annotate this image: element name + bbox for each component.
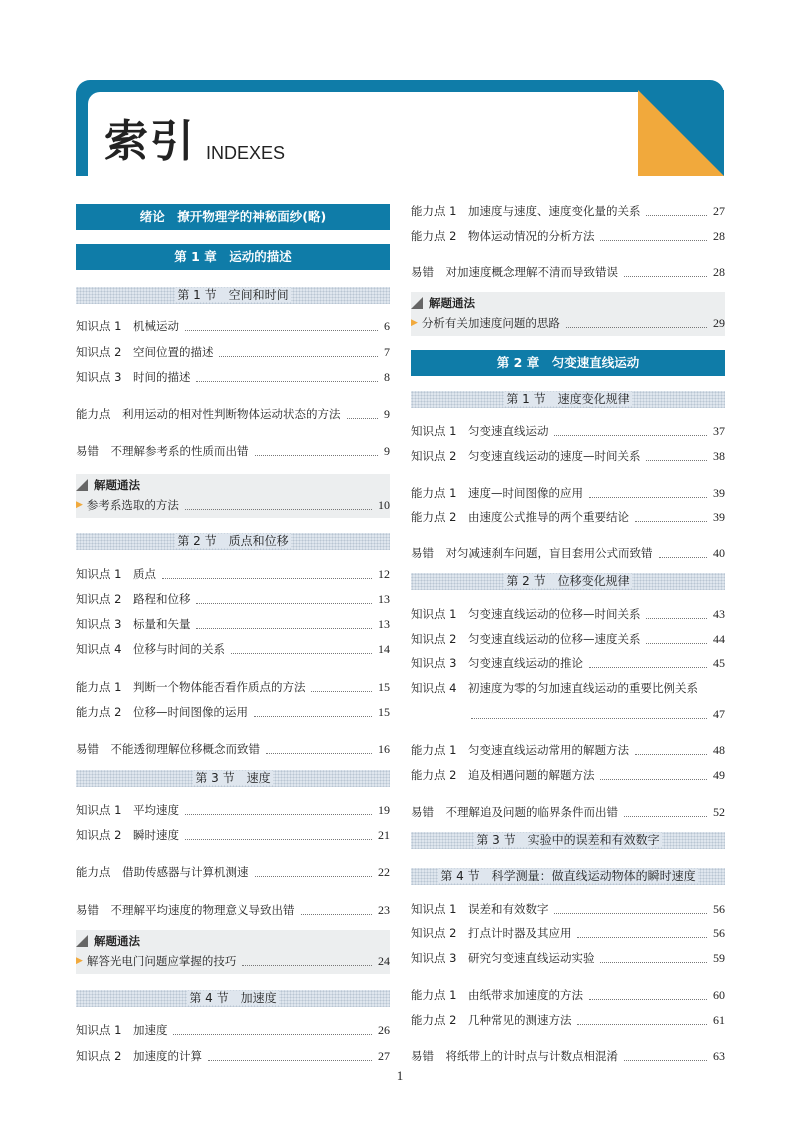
leader-dots xyxy=(589,667,707,668)
leader-dots xyxy=(196,381,378,382)
leader-dots xyxy=(646,643,707,644)
index-entry[interactable] xyxy=(76,800,390,820)
tip-heading-label: 解题通法 xyxy=(94,934,140,948)
section-label: 第 4 节 科学测量：做直线运动物体的瞬时速度 xyxy=(440,869,696,883)
leader-dots xyxy=(635,521,707,522)
tip-heading xyxy=(411,296,475,310)
intro-bar[interactable]: 绪论 撩开物理学的神秘面纱(略) xyxy=(76,204,390,230)
index-entry[interactable] xyxy=(411,483,725,503)
entry-label: 知识点 1 匀变速直线运动的位移—时间关系 xyxy=(411,607,641,621)
leader-dots xyxy=(624,816,707,817)
section-1-3-bar[interactable] xyxy=(76,770,390,787)
entry-label: 能力点 1 速度—时间图像的应用 xyxy=(411,486,583,500)
section-label: 第 2 节 位移变化规律 xyxy=(506,574,630,588)
index-entry[interactable] xyxy=(411,923,725,943)
leader-dots xyxy=(196,603,372,604)
entry-label: 能力点 利用运动的相对性判断物体运动状态的方法 xyxy=(76,407,341,421)
entry-label: 能力点 2 几种常见的测速方法 xyxy=(411,1013,572,1027)
index-entry[interactable] xyxy=(411,507,725,527)
entry-page: 15 xyxy=(378,705,390,719)
leader-dots xyxy=(347,418,379,419)
entry-label: 知识点 3 研究匀变速直线运动实验 xyxy=(411,951,595,965)
index-entry[interactable] xyxy=(411,629,725,649)
leader-dots xyxy=(208,1060,372,1061)
entry-page: 7 xyxy=(384,345,390,359)
entry-page: 6 xyxy=(384,319,390,333)
leader-dots xyxy=(196,628,372,629)
entry-page: 37 xyxy=(713,424,725,438)
index-entry[interactable] xyxy=(76,677,390,697)
leader-dots xyxy=(185,509,372,510)
entry-label: 易错 对加速度概念理解不清而导致错误 xyxy=(411,265,618,279)
entry-label: 知识点 1 质点 xyxy=(76,567,156,581)
entry-page: 48 xyxy=(713,743,725,757)
entry-label: 能力点 2 追及相遇问题的解题方法 xyxy=(411,768,595,782)
entry-page: 13 xyxy=(378,592,390,606)
leader-dots xyxy=(173,1034,372,1035)
leader-dots xyxy=(301,914,373,915)
index-entry[interactable] xyxy=(76,1020,390,1040)
entry-page: 15 xyxy=(378,680,390,694)
entry-page: 28 xyxy=(713,265,725,279)
tip-entry-page: 10 xyxy=(378,497,390,512)
entry-page: 61 xyxy=(713,1013,725,1027)
entry-page: 26 xyxy=(378,1023,390,1037)
index-entry[interactable] xyxy=(76,367,390,387)
entry-page: 56 xyxy=(713,926,725,940)
leader-dots xyxy=(242,965,372,966)
entry-page: 52 xyxy=(713,805,725,819)
section-label: 第 3 节 速度 xyxy=(195,771,271,785)
entry-label: 能力点 2 位移—时间图像的运用 xyxy=(76,705,248,719)
leader-dots xyxy=(589,497,707,498)
index-entry[interactable] xyxy=(76,589,390,609)
index-entry[interactable] xyxy=(411,226,725,246)
index-entry[interactable] xyxy=(76,404,390,424)
leader-dots xyxy=(266,753,372,754)
leader-dots xyxy=(566,327,707,328)
index-entry[interactable] xyxy=(411,421,725,441)
entry-label: 知识点 3 时间的描述 xyxy=(76,370,191,384)
tip-entry-label: 解答光电门问题应掌握的技巧 xyxy=(86,954,237,968)
section-label: 第 3 节 实验中的误差和有效数字 xyxy=(476,833,660,847)
entry-label: 易错 不能透彻理解位移概念而致错 xyxy=(76,742,260,756)
chapter-2-bar[interactable]: 第 2 章 匀变速直线运动 xyxy=(411,350,725,376)
leader-dots xyxy=(185,814,372,815)
entry-label: 知识点 2 路程和位移 xyxy=(76,592,191,606)
entry-label: 易错 不理解平均速度的物理意义导致出错 xyxy=(76,903,295,917)
index-entry[interactable] xyxy=(76,702,390,722)
entry-label: 知识点 2 空间位置的描述 xyxy=(76,345,214,359)
entry-label: 知识点 2 加速度的计算 xyxy=(76,1049,202,1063)
entry-page: 13 xyxy=(378,617,390,631)
arrow-right-icon: ▶ xyxy=(411,318,418,328)
section-2-2-bar[interactable] xyxy=(411,573,725,590)
leader-dots xyxy=(554,435,707,436)
index-entry[interactable] xyxy=(411,604,725,624)
entry-label: 能力点 1 匀变速直线运动常用的解题方法 xyxy=(411,743,629,757)
leader-dots xyxy=(185,839,372,840)
index-entry[interactable] xyxy=(76,862,390,882)
entry-label: 易错 不理解追及问题的临界条件而出错 xyxy=(411,805,618,819)
leader-dots xyxy=(659,557,708,558)
page-title-english: INDEXES xyxy=(206,143,286,163)
leader-dots xyxy=(255,876,373,877)
section-label: 第 2 节 质点和位移 xyxy=(177,534,289,548)
tip-heading xyxy=(76,934,140,948)
entry-label: 能力点 2 物体运动情况的分析方法 xyxy=(411,229,595,243)
entry-page: 38 xyxy=(713,449,725,463)
section-1-1-bar[interactable] xyxy=(76,287,390,304)
index-entry[interactable] xyxy=(411,985,725,1005)
entry-page: 59 xyxy=(713,951,725,965)
entry-page: 28 xyxy=(713,229,725,243)
entry-label: 知识点 4 初速度为零的匀加速直线运动的重要比例关系 xyxy=(411,681,698,695)
entry-label: 知识点 1 平均速度 xyxy=(76,803,179,817)
index-entry[interactable] xyxy=(76,739,390,759)
leader-dots xyxy=(219,356,378,357)
tip-entry[interactable] xyxy=(411,314,725,332)
tip-entry-label: 分析有关加速度问题的思路 xyxy=(421,316,560,330)
entry-label: 知识点 3 标量和矢量 xyxy=(76,617,191,631)
leader-dots xyxy=(471,718,707,719)
leader-dots xyxy=(254,716,372,717)
entry-label: 易错 对匀减速刹车问题，盲目套用公式而致错 xyxy=(411,546,653,560)
entry-page: 27 xyxy=(713,204,725,218)
leader-dots xyxy=(635,754,707,755)
index-entry[interactable] xyxy=(411,262,725,282)
entry-page: 8 xyxy=(384,370,390,384)
tip-box xyxy=(76,930,390,974)
entry-page: 14 xyxy=(378,642,390,656)
entry-page: 60 xyxy=(713,988,725,1002)
entry-label: 知识点 4 位移与时间的关系 xyxy=(76,642,225,656)
index-entry[interactable] xyxy=(411,802,725,822)
section-label: 第 1 节 速度变化规律 xyxy=(506,392,630,406)
entry-label: 知识点 2 打点计时器及其应用 xyxy=(411,926,572,940)
tip-entry-label: 参考系选取的方法 xyxy=(86,498,179,512)
leader-dots xyxy=(624,1060,707,1061)
index-entry[interactable] xyxy=(76,1046,390,1066)
entry-page: 56 xyxy=(713,902,725,916)
entry-page: 39 xyxy=(713,510,725,524)
triangle-icon xyxy=(411,297,423,309)
index-entry[interactable] xyxy=(76,639,390,659)
leader-dots xyxy=(646,618,707,619)
entry-label: 知识点 1 机械运动 xyxy=(76,319,179,333)
entry-label: 知识点 2 匀变速直线运动的位移—速度关系 xyxy=(411,632,641,646)
index-entry-continued[interactable] xyxy=(411,704,725,724)
leader-dots xyxy=(162,578,372,579)
section-2-3-bar[interactable] xyxy=(411,832,725,849)
section-label: 第 1 节 空间和时间 xyxy=(177,288,289,302)
tip-entry[interactable] xyxy=(76,952,390,970)
entry-page: 16 xyxy=(378,742,390,756)
leader-dots xyxy=(624,276,707,277)
tip-entry[interactable] xyxy=(76,496,390,514)
entry-page: 47 xyxy=(713,707,725,721)
index-entry[interactable] xyxy=(76,342,390,362)
page-title: 索引 xyxy=(104,116,196,167)
entry-page: 23 xyxy=(378,903,390,917)
entry-page: 12 xyxy=(378,567,390,581)
leader-dots xyxy=(600,779,707,780)
entry-page: 22 xyxy=(378,865,390,879)
leader-dots xyxy=(600,240,707,241)
index-entry[interactable] xyxy=(76,614,390,634)
index-entry[interactable] xyxy=(411,740,725,760)
index-entry[interactable] xyxy=(76,900,390,920)
leader-dots xyxy=(231,653,372,654)
leader-dots xyxy=(311,691,372,692)
entry-page: 63 xyxy=(713,1049,725,1063)
arrow-right-icon: ▶ xyxy=(76,956,83,966)
entry-label: 易错 将纸带上的计时点与计数点相混淆 xyxy=(411,1049,618,1063)
index-entry[interactable] xyxy=(411,765,725,785)
index-entry[interactable] xyxy=(411,899,725,919)
index-entry[interactable] xyxy=(411,948,725,968)
entry-page: 39 xyxy=(713,486,725,500)
leader-dots xyxy=(646,460,707,461)
leader-dots xyxy=(600,962,707,963)
entry-label: 易错 不理解参考系的性质而出错 xyxy=(76,444,249,458)
index-entry[interactable] xyxy=(411,653,725,673)
entry-page: 40 xyxy=(713,546,725,560)
section-1-2-bar[interactable] xyxy=(76,533,390,550)
index-entry[interactable] xyxy=(411,543,725,563)
entry-page: 49 xyxy=(713,768,725,782)
page-number: 1 xyxy=(396,1068,404,1083)
entry-page: 21 xyxy=(378,828,390,842)
leader-dots xyxy=(577,1024,707,1025)
leader-dots xyxy=(554,913,707,914)
tip-heading xyxy=(76,478,140,492)
index-entry[interactable] xyxy=(76,316,390,336)
entry-label: 能力点 1 判断一个物体能否看作质点的方法 xyxy=(76,680,306,694)
entry-label: 知识点 2 匀变速直线运动的速度—时间关系 xyxy=(411,449,641,463)
triangle-icon xyxy=(76,935,88,947)
entry-label: 能力点 1 由纸带求加速度的方法 xyxy=(411,988,583,1002)
leader-dots xyxy=(589,999,707,1000)
entry-label: 能力点 借助传感器与计算机测速 xyxy=(76,865,249,879)
chapter-1-bar[interactable]: 第 1 章 运动的描述 xyxy=(76,244,390,270)
entry-page: 19 xyxy=(378,803,390,817)
leader-dots xyxy=(646,215,707,216)
tip-box xyxy=(76,474,390,518)
header-corner-decoration xyxy=(638,90,724,176)
triangle-icon xyxy=(76,479,88,491)
index-entry[interactable] xyxy=(76,441,390,461)
index-entry[interactable] xyxy=(76,825,390,845)
leader-dots xyxy=(577,937,707,938)
entry-label: 知识点 3 匀变速直线运动的推论 xyxy=(411,656,583,670)
entry-page: 44 xyxy=(713,632,725,646)
index-entry[interactable] xyxy=(76,564,390,584)
tip-box xyxy=(411,292,725,336)
entry-page: 9 xyxy=(384,407,390,421)
tip-heading-label: 解题通法 xyxy=(94,478,140,492)
section-label: 第 4 节 加速度 xyxy=(189,991,277,1005)
tip-entry-page: 24 xyxy=(378,953,390,968)
entry-page: 27 xyxy=(378,1049,390,1063)
entry-page: 9 xyxy=(384,444,390,458)
entry-label: 知识点 2 瞬时速度 xyxy=(76,828,179,842)
index-entry[interactable] xyxy=(411,1046,725,1066)
leader-dots xyxy=(185,330,378,331)
tip-heading-label: 解题通法 xyxy=(429,296,475,310)
index-entry[interactable] xyxy=(411,446,725,466)
entry-label: 能力点 1 加速度与速度、速度变化量的关系 xyxy=(411,204,641,218)
arrow-right-icon: ▶ xyxy=(76,500,83,510)
section-2-4-bar[interactable] xyxy=(411,868,725,885)
tip-entry-page: 29 xyxy=(713,315,725,330)
entry-label: 知识点 1 加速度 xyxy=(76,1023,168,1037)
section-2-1-bar[interactable] xyxy=(411,391,725,408)
entry-label: 能力点 2 由速度公式推导的两个重要结论 xyxy=(411,510,629,524)
leader-dots xyxy=(255,455,379,456)
entry-label: 知识点 1 误差和有效数字 xyxy=(411,902,549,916)
entry-page: 43 xyxy=(713,607,725,621)
index-entry[interactable] xyxy=(411,678,725,698)
index-entry[interactable] xyxy=(411,1010,725,1030)
entry-label: 知识点 1 匀变速直线运动 xyxy=(411,424,549,438)
entry-page: 45 xyxy=(713,656,725,670)
corner-blue-shape xyxy=(638,90,724,176)
section-1-4-bar[interactable] xyxy=(76,990,390,1007)
index-entry[interactable] xyxy=(411,201,725,221)
